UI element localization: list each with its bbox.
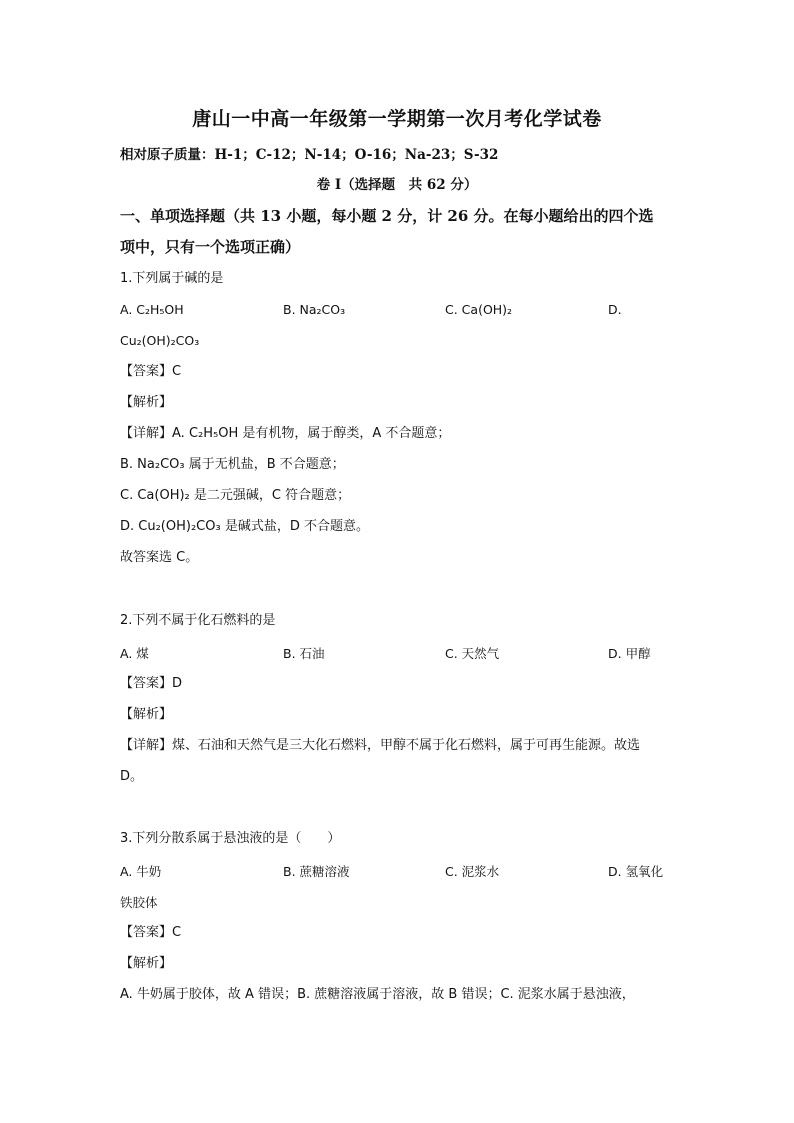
q2-option-c: C. 天然气 xyxy=(445,646,500,661)
q2-option-a: A. 煤 xyxy=(120,646,149,661)
q1-analysis-label: 【解析】 xyxy=(120,395,173,410)
q3-option-d: D. 氢氧化 xyxy=(608,864,664,879)
exam-title: 唐山一中高一年级第一学期第一次月考化学试卷 xyxy=(192,108,602,130)
q1-conclusion: 故答案选 C。 xyxy=(120,550,199,565)
q3-option-a: A. 牛奶 xyxy=(120,864,162,879)
q3-analysis-label: 【解析】 xyxy=(120,956,173,971)
q3-answer: C xyxy=(172,925,182,940)
q1-option-b: B. Na₂CO₃ xyxy=(283,302,346,317)
q3-option-d-continued: 铁胶体 xyxy=(120,895,158,910)
q2-option-d: D. 甲醇 xyxy=(608,646,651,661)
part1-instructions-line1: 一、单项选择题（共 13 小题，每小题 2 分，计 26 分。在每小题给出的四个选 xyxy=(120,207,654,225)
q1-option-c: C. Ca(OH)₂ xyxy=(445,302,513,317)
q1-option-a: A. C₂H₅OH xyxy=(120,302,184,317)
q2-answer-row xyxy=(120,675,182,693)
q3-analysis-line: A. 牛奶属于胶体，故 A 错误；B. 蔗糖溶液属于溶液，故 B 错误；C. 泥浆水属于悬浊液， xyxy=(120,987,635,1002)
q1-stem: 1.下列属于碱的是 xyxy=(120,271,224,286)
q1-detail-d: D. Cu₂(OH)₂CO₃ 是碱式盐，D 不合题意。 xyxy=(120,519,369,534)
q2-analysis-label: 【解析】 xyxy=(120,707,173,722)
q2-stem: 2.下列不属于化石燃料的是 xyxy=(120,613,276,628)
q1-detail-a: A. C₂H₅OH 是有机物，属于醇类，A 不合题意； xyxy=(172,426,451,441)
q1-detail-b: B. Na₂CO₃ 属于无机盐，B 不合题意； xyxy=(120,457,345,472)
q3-option-c: C. 泥浆水 xyxy=(445,864,500,879)
q3-answer-row xyxy=(120,924,181,942)
q2-detail-row xyxy=(120,737,640,755)
q3-option-b: B. 蔗糖溶液 xyxy=(283,864,350,879)
q1-option-d: D. xyxy=(608,302,622,317)
q1-detail-c: C. Ca(OH)₂ 是二元强碱，C 符合题意； xyxy=(120,488,351,503)
q2-detail-line2: D。 xyxy=(120,769,144,784)
atomic-mass-line: 相对原子质量：H-1；C-12；N-14；O-16；Na-23；S-32 xyxy=(120,147,499,163)
q1-answer-row xyxy=(120,363,181,381)
answer-label: 【答案】 xyxy=(120,364,173,379)
q1-option-d-continued: Cu₂(OH)₂CO₃ xyxy=(120,333,200,348)
q2-answer: D xyxy=(172,676,183,691)
part1-instructions-line2: 项中，只有一个选项正确） xyxy=(120,238,301,256)
detail-label: 【详解】 xyxy=(120,426,173,441)
detail-label: 【详解】 xyxy=(120,738,173,753)
section-title: 卷 I（选择题 共 62 分） xyxy=(316,177,478,193)
q2-option-b: B. 石油 xyxy=(283,646,325,661)
q1-detail-a-row xyxy=(120,425,450,443)
q2-detail-line1: 煤、石油和天然气是三大化石燃料，甲醇不属于化石燃料，属于可再生能源。故选 xyxy=(172,738,641,753)
q1-answer: C xyxy=(172,364,182,379)
answer-label: 【答案】 xyxy=(120,925,173,940)
q3-stem: 3.下列分散系属于悬浊液的是（ ） xyxy=(120,831,341,846)
answer-label: 【答案】 xyxy=(120,676,173,691)
